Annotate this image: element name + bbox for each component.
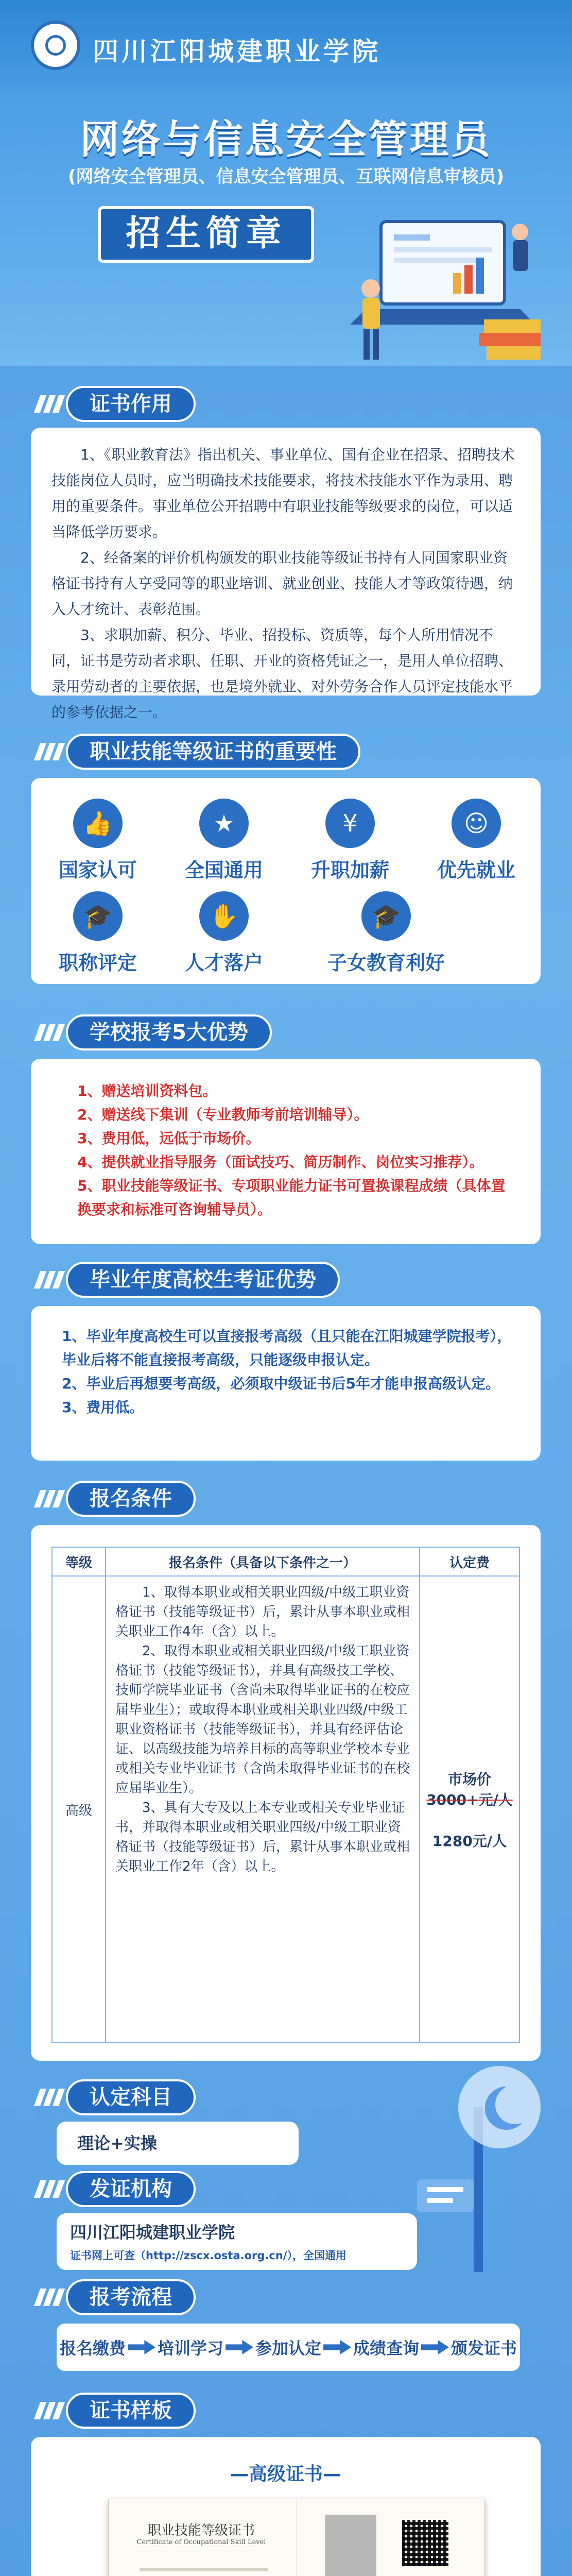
advantage-item: 1、赠送培训资料包。 bbox=[77, 1082, 217, 1099]
heading-label: 证书样板 bbox=[66, 2393, 196, 2429]
heading-label: 学校报考5大优势 bbox=[66, 1014, 272, 1050]
condition-3: 3、具有大专及以上本专业或相关专业毕业证书，并取得本职业或相关职业四级/中级工职业资格证书（技能等级证书）后，累计从事本职业或相关职业工作2年（含）以上。 bbox=[115, 1800, 410, 1874]
main-title: 网络与信息安全管理员 bbox=[80, 116, 492, 162]
col-level: 等级 bbox=[52, 1547, 106, 1576]
graduate-item: 3、费用低。 bbox=[62, 1399, 144, 1416]
medal-icon: ★ bbox=[199, 799, 249, 848]
importance-item: 👍 国家认可 bbox=[46, 799, 149, 883]
certificate-role-card bbox=[31, 428, 541, 721]
sample-card bbox=[31, 2437, 541, 2576]
conditions-cell bbox=[106, 1576, 420, 2043]
subjects-value: 理论+实操 bbox=[77, 2133, 157, 2153]
process-flow bbox=[57, 2324, 520, 2371]
requirements-table bbox=[51, 1547, 520, 2043]
heading-label: 发证机构 bbox=[66, 2171, 196, 2207]
level-cell: 高级 bbox=[52, 1576, 106, 2043]
graduate-item: 2、毕业后再想要考高级，必须取中级证书后5年才能申报高级认定。 bbox=[62, 1375, 500, 1392]
importance-item: ★ 全国通用 bbox=[172, 799, 275, 883]
advantage-item: 2、赠送线下集训（专业教师考前培训辅导）。 bbox=[77, 1106, 369, 1123]
cert-title-en: Certificate of Occupational Skill Level bbox=[136, 2538, 266, 2546]
subjects-card bbox=[57, 2122, 299, 2165]
section-heading-importance bbox=[0, 732, 360, 772]
process-step: 报名缴费 bbox=[59, 2338, 126, 2358]
advantage-item: 3、费用低，远低于市场价。 bbox=[77, 1130, 261, 1147]
graduation-cap-icon: 🎓 bbox=[73, 891, 123, 941]
process-step: 培训学习 bbox=[157, 2338, 223, 2358]
issuer-card bbox=[57, 2213, 417, 2270]
role-paragraph-1: 1、《职业教育法》指出机关、事业单位、国有企业在招录、招聘技术技能岗位人员时，应当明确技术技能要求，将技术技能水平作为录用、聘用的重要条件。事业单位公开招聘中有职业技能等级要求的岗位，可以适当降低学历要求。 bbox=[51, 446, 515, 540]
section-heading-issuer bbox=[0, 2169, 196, 2209]
importance-item: 🎓 子女教育利好 bbox=[319, 891, 453, 975]
col-conditions: 报名条件（具备以下条件之一） bbox=[106, 1547, 420, 1576]
thumbs-up-icon: 👍 bbox=[73, 799, 123, 848]
section-heading-process bbox=[0, 2277, 196, 2317]
photo-placeholder bbox=[325, 2515, 376, 2576]
role-paragraph-3: 3、求职加薪、积分、毕业、招投标、资质等，每个人所用情况不同，证书是劳动者求职、任职、开业的资格凭证之一，是用人单位招聘、录用劳动者的主要依据，也是境外就业、对外劳务合作人员评定技能水平的参考依据之一。 bbox=[51, 626, 513, 721]
cert-body-text bbox=[140, 2561, 268, 2576]
issuer-note: 证书网上可查（http://zscx.osta.org.cn/），全国通用 bbox=[70, 2249, 346, 2262]
qr-code bbox=[402, 2520, 448, 2566]
recruit-badge: 招生简章 bbox=[98, 206, 314, 263]
section-heading-certificate-role bbox=[0, 384, 196, 424]
importance-item: 🎓 职称评定 bbox=[46, 891, 149, 975]
importance-item: ☺ 优先就业 bbox=[425, 799, 528, 883]
section-heading-graduates bbox=[0, 1260, 340, 1300]
sub-title: (网络安全管理员、信息安全管理员、互联网信息审核员) bbox=[67, 166, 505, 187]
school-price: 1280元/人 bbox=[432, 1833, 507, 1850]
issuer-name: 四川江阳城建职业学院 bbox=[70, 2223, 235, 2242]
person-icon: ☺ bbox=[452, 799, 501, 848]
section-heading-advantages bbox=[0, 1012, 272, 1053]
advantage-item: 5、职业技能等级证书、专项职业能力证书可置换课程成绩（具体置换要求和标准可咨询辅导员）。 bbox=[77, 1177, 506, 1218]
requirements-card bbox=[31, 1525, 541, 2061]
fee-cell bbox=[420, 1576, 519, 2043]
graduation-cap-icon: 🎓 bbox=[361, 891, 411, 941]
importance-item: ¥ 升职加薪 bbox=[299, 799, 402, 883]
process-step: 参加认定 bbox=[255, 2338, 321, 2358]
certificate-inner-page bbox=[108, 2499, 485, 2576]
col-fee: 认定费 bbox=[420, 1547, 519, 1576]
cert-title-cn: 职业技能等级证书 bbox=[147, 2523, 255, 2538]
section-heading-subjects bbox=[0, 2077, 196, 2117]
process-step: 成绩查询 bbox=[353, 2338, 420, 2358]
graduates-card bbox=[31, 1306, 541, 1461]
section-heading-requirements bbox=[0, 1479, 196, 1519]
advantage-item: 4、提供就业指导服务（面试技巧、简历制作、岗位实习推荐）。 bbox=[77, 1154, 484, 1171]
arrow-right-icon bbox=[421, 2340, 449, 2354]
coin-icon: ¥ bbox=[325, 799, 375, 848]
school-logo bbox=[31, 21, 80, 70]
importance-item: ✋ 人才落户 bbox=[172, 891, 275, 975]
heading-label: 报考流程 bbox=[66, 2279, 196, 2315]
heading-label: 职业技能等级证书的重要性 bbox=[66, 734, 360, 770]
condition-1: 1、取得本职业或相关职业四级/中级工职业资格证书（技能等级证书）后，累计从事本职业或相关职业工作4年（含）以上。 bbox=[115, 1585, 410, 1639]
process-step: 颁发证书 bbox=[451, 2338, 517, 2358]
market-price: 3000+元/人 bbox=[426, 1791, 513, 1808]
hands-icon: ✋ bbox=[199, 891, 249, 941]
role-paragraph-2: 2、经备案的评价机构颁发的职业技能等级证书持有人同国家职业资格证书持有人享受同等的职业培训、就业创业、技能人才等政策待遇，纳入人才统计、表彰范围。 bbox=[51, 549, 513, 618]
heading-label: 证书作用 bbox=[66, 386, 196, 422]
advantages-card bbox=[31, 1059, 541, 1244]
arrow-right-icon bbox=[128, 2340, 155, 2354]
importance-card bbox=[31, 778, 541, 984]
condition-2: 2、取得本职业或相关职业四级/中级工职业资格证书（技能等级证书），并具有高级技工学校、技师学院毕业证书（含尚未取得毕业证书的在校应届毕业生）；或取得本职业或相关职业四级/中级工职业资格证书（技能等级证书），并具有经评估论证、以高级技能为培养目标的高等职业学校本专业或相关专业毕业证书（含尚未取得毕业证书的在校应届毕业生）。 bbox=[115, 1643, 410, 1796]
heading-label: 认定科目 bbox=[66, 2079, 196, 2115]
sample-caption: —高级证书— bbox=[230, 2464, 341, 2485]
arrow-right-icon bbox=[323, 2340, 351, 2354]
heading-label: 报名条件 bbox=[66, 1481, 196, 1517]
arrow-right-icon bbox=[226, 2340, 253, 2354]
signpost-illustration bbox=[407, 2045, 551, 2272]
market-label: 市场价 bbox=[447, 1771, 491, 1788]
heading-label: 毕业年度高校生考证优势 bbox=[66, 1262, 340, 1298]
school-name: 四川江阳城建职业学院 bbox=[93, 37, 381, 66]
section-heading-sample bbox=[0, 2391, 196, 2431]
laptop-illustration bbox=[350, 201, 546, 366]
graduate-item: 1、毕业年度高校生可以直接报考高级（且只能在江阳城建学院报考），毕业后将不能直接报考高级，只能逐级申报认定。 bbox=[62, 1328, 512, 1368]
